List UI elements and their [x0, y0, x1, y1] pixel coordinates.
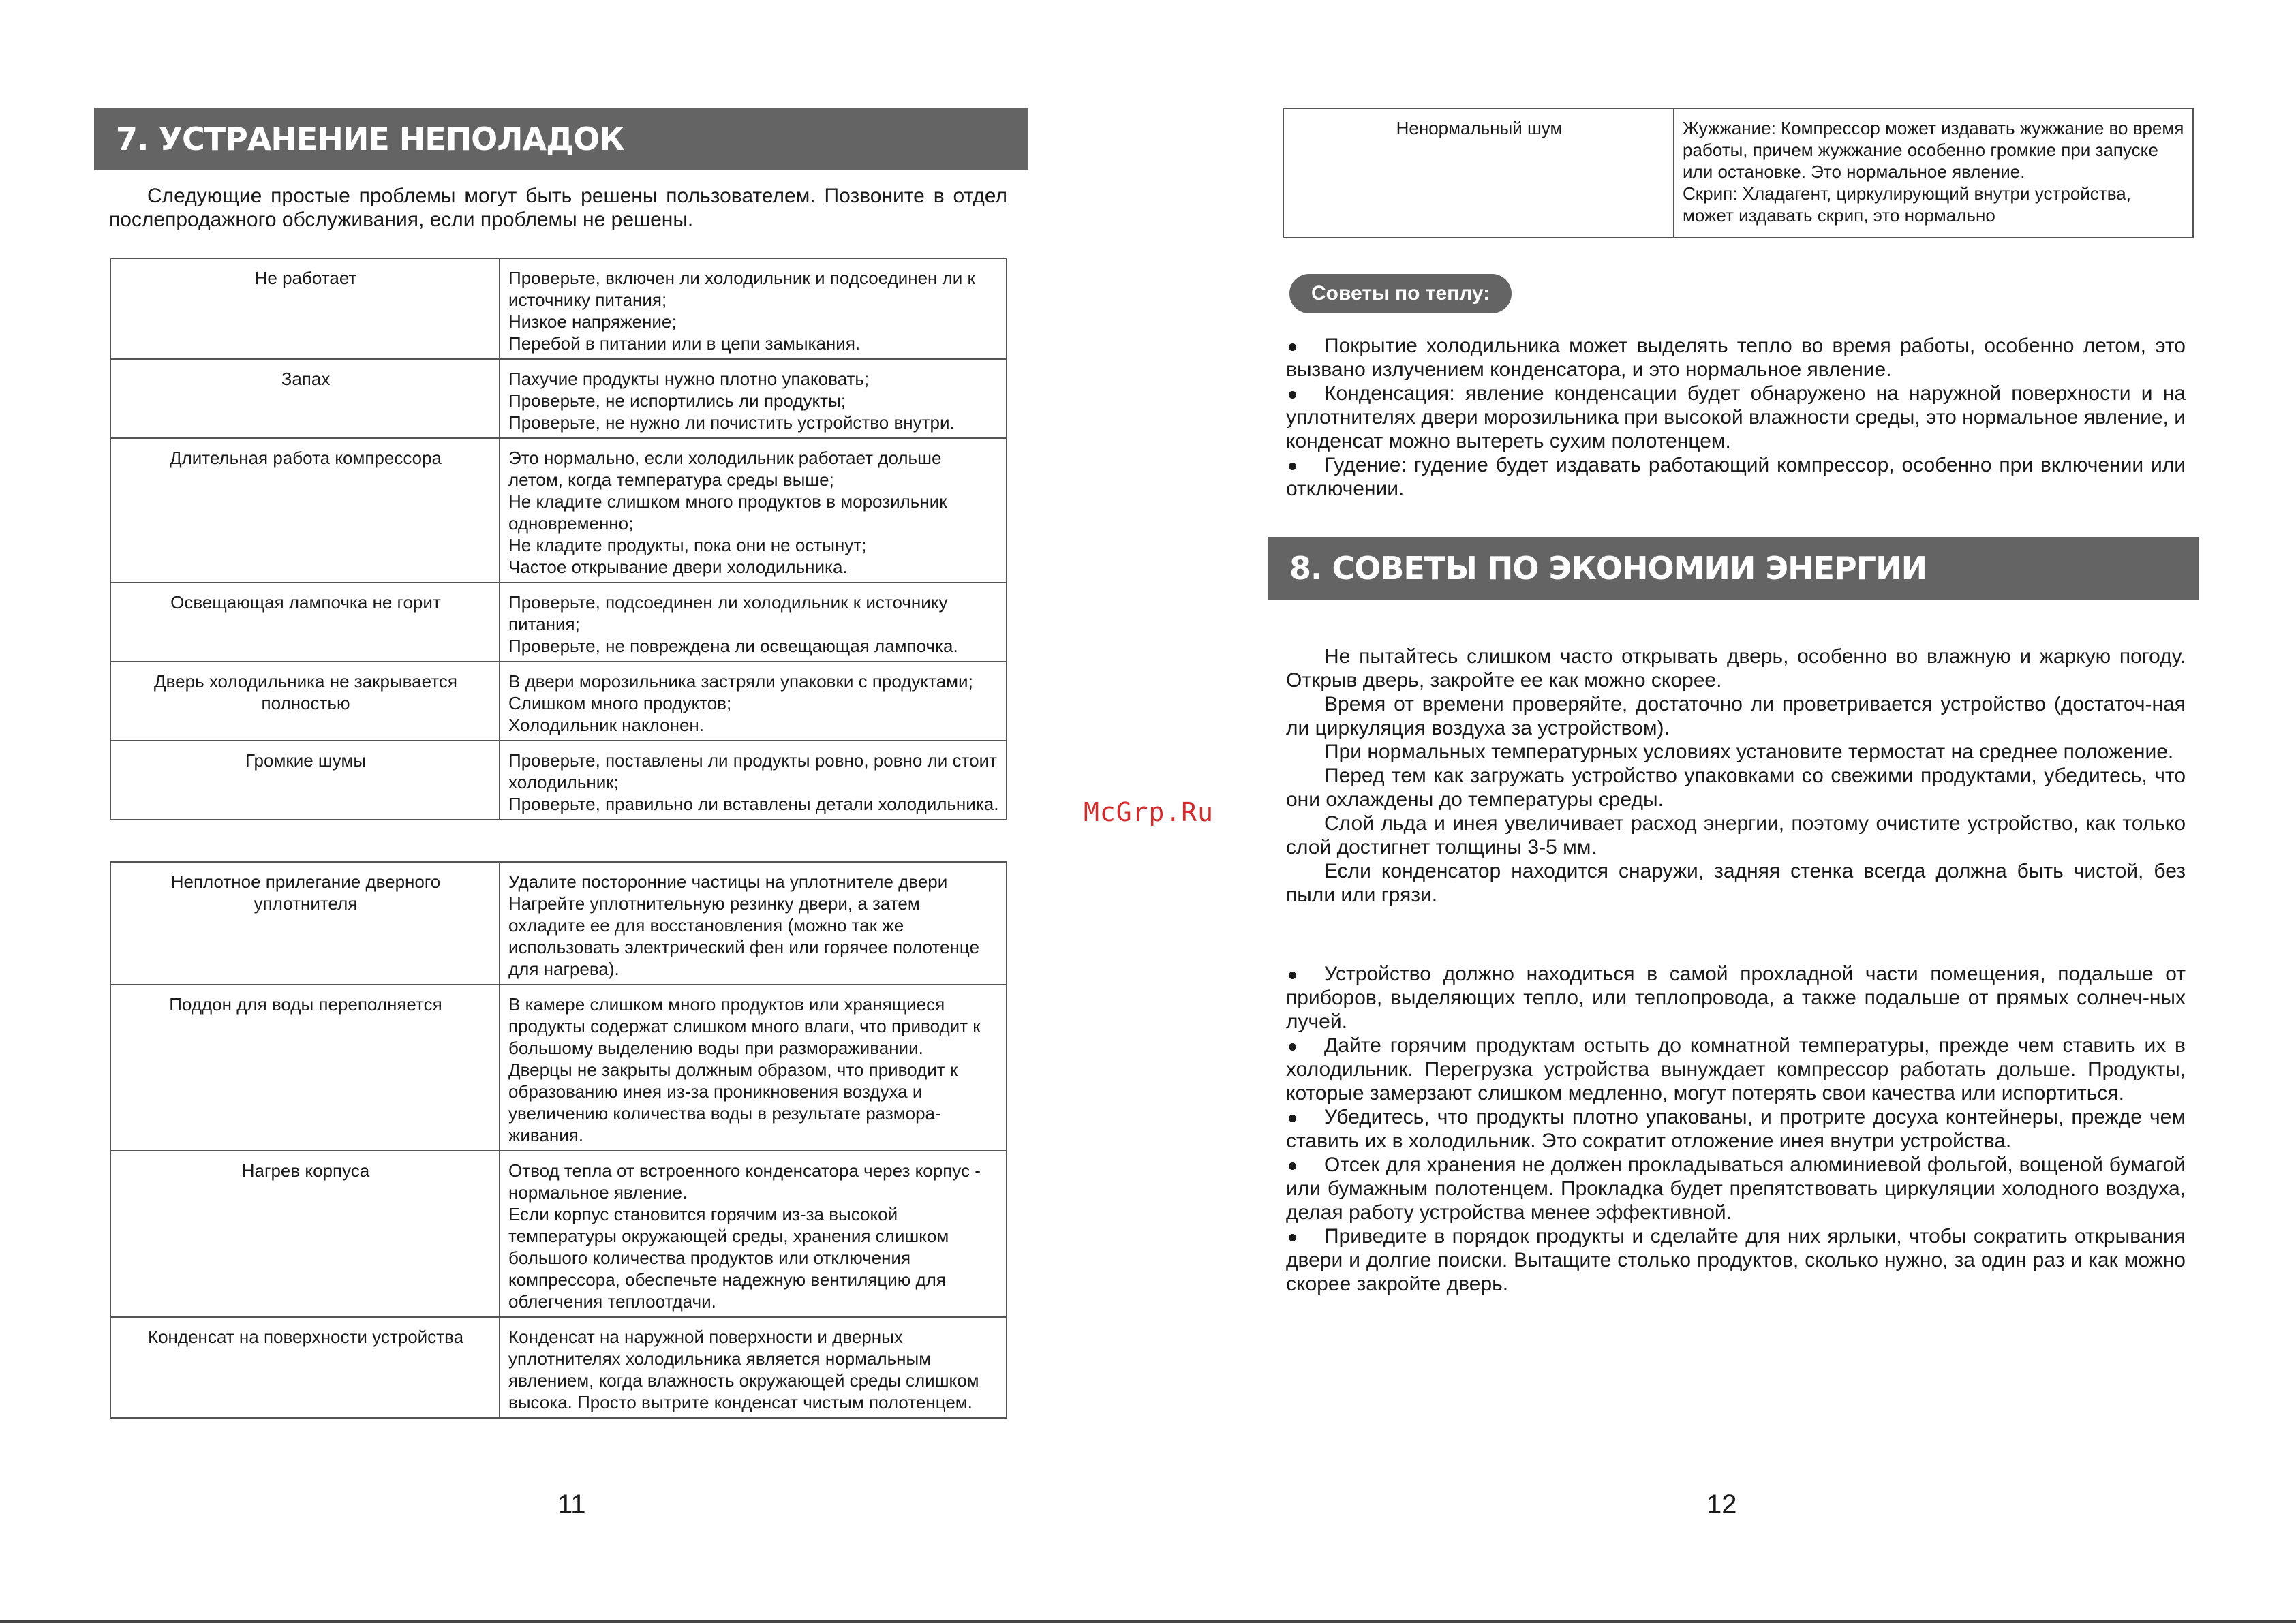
solution-line: Проверьте, правильно ли вставлены детали холодильника. — [508, 794, 999, 814]
table-row — [110, 583, 1007, 662]
table-row — [1283, 108, 2193, 238]
bullet-text: Покрытие холодильника может выделять тепло во время работы, особенно летом, это вызвано излучением конденсатора, и это нормальное явление. — [1286, 335, 2186, 381]
heat-tips-list — [1286, 334, 2186, 501]
solution-line: Проверьте, поставлены ли продукты ровно, ровно ли стоит холодильник; — [508, 750, 998, 792]
heat-tips-label: Советы по теплу: — [1289, 274, 1512, 313]
solution-line: Жужжание: Компрессор может издавать жужжание во время работы, причем жужжание особенно громкие при запуске или остановке. Это нормальное явление. — [1683, 118, 2184, 182]
bullet-dot-icon — [1289, 1115, 1296, 1122]
solution-cell — [500, 662, 1007, 741]
table-row — [110, 1317, 1007, 1418]
bullet-dot-icon — [1289, 343, 1296, 351]
solution-cell — [500, 583, 1007, 662]
solution-line: Проверьте, не нужно ли почистить устройство внутри. — [508, 412, 955, 433]
problem-cell: Громкие шумы — [110, 741, 500, 820]
solution-line: Слишком много продуктов; — [508, 693, 732, 713]
solution-line: Проверьте, не испортились ли продукты; — [508, 390, 846, 411]
troubleshooting-table-1 — [110, 258, 1007, 820]
solution-cell — [500, 359, 1007, 438]
bullet-dot-icon — [1289, 391, 1296, 399]
problem-cell: Нагрев корпуса — [110, 1151, 500, 1317]
troubleshooting-table-2 — [110, 861, 1007, 1419]
solution-line: Проверьте, подсоединен ли холодильник к источнику питания; — [508, 592, 948, 634]
bottom-divider — [0, 1620, 2296, 1623]
solution-line: Пахучие продукты нужно плотно упаковать; — [508, 369, 870, 389]
page-number-left: 11 — [557, 1489, 586, 1519]
solution-cell — [500, 862, 1007, 985]
problem-cell: Не работает — [110, 258, 500, 359]
troubleshooting-intro: Следующие простые проблемы могут быть решены пользователем. Позвоните в отдел послепродажного обслуживания, если проблемы не решены. — [109, 185, 1007, 231]
right-page — [1148, 0, 2296, 1623]
table-row — [110, 741, 1007, 820]
energy-paragraph: При нормальных температурных условиях установите термостат на среднее положение. — [1324, 741, 2174, 763]
watermark-text: McGrp.Ru — [1084, 797, 1214, 827]
table-row — [110, 662, 1007, 741]
table-row — [110, 985, 1007, 1151]
bullet-text: Убедитесь, что продукты плотно упакованы, и протрите досуха контейнеры, прежде чем ставить их в холодильник. Это сократит отложение инея внутри устройства. — [1286, 1106, 2186, 1152]
problem-cell: Неплотное прилегание дверного уплотнителя — [110, 862, 500, 985]
solution-line: Отвод тепла от встроенного конденсатора через корпус - нормальное явление. — [508, 1160, 981, 1203]
energy-paragraph: Не пытайтесь слишком часто открывать дверь, особенно во влажную и жаркую погоду. Открыв дверь, закройте ее как можно скорее. — [1286, 645, 2186, 692]
problem-cell: Запах — [110, 359, 500, 438]
solution-line: Проверьте, не повреждена ли освещающая лампочка. — [508, 636, 958, 656]
bullet-text: Конденсация: явление конденсации будет обнаружено на наружной поверхности и на уплотнителях двери морозильника при высокой влажности среды, это нормальное явление, и конденсат можно вытереть сухим полотенцем. — [1286, 382, 2186, 452]
problem-cell: Освещающая лампочка не горит — [110, 583, 500, 662]
bullet-item — [1286, 1224, 2186, 1296]
solution-cell — [500, 1317, 1007, 1418]
troubleshooting-table-continued — [1283, 108, 2194, 238]
table-row — [110, 359, 1007, 438]
troubleshooting-heading: 7. УСТРАНЕНИЕ НЕПОЛАДОК — [94, 108, 1028, 170]
problem-cell: Ненормальный шум — [1283, 108, 1674, 238]
bullet-item — [1286, 382, 2186, 453]
energy-paragraph: Перед тем как загружать устройство упаковками со свежими продуктами, убедитесь, что они охлаждены до температуры среды. — [1286, 764, 2186, 811]
bullet-text: Приведите в порядок продукты и сделайте для них ярлыки, чтобы сократить открывания двери и долгие поиски. Вытащите столько продуктов, сколько нужно, за один раз и как можно скорее закройте дверь. — [1286, 1225, 2186, 1295]
bullet-dot-icon — [1289, 972, 1296, 979]
solution-line: Перебой в питании или в цепи замыкания. — [508, 333, 861, 354]
bullet-text: Гудение: гудение будет издавать работающий компрессор, особенно при включении или отключении. — [1286, 454, 2186, 500]
bullet-dot-icon — [1289, 1043, 1296, 1051]
table-row — [110, 258, 1007, 359]
solution-line: Это нормально, если холодильник работает дольше летом, когда температура среды выше; — [508, 448, 942, 490]
table-row — [110, 862, 1007, 985]
solution-cell — [1674, 108, 2193, 238]
solution-line: Нагрейте уплотнительную резинку двери, а затем охладите ее для восстановления (можно так же использовать электрический фен или горячее полотенце для нагрева). — [508, 893, 979, 979]
bullet-item — [1286, 1105, 2186, 1153]
table-row — [110, 438, 1007, 583]
solution-line: Если корпус становится горячим из-за высокой температуры окружающей среды, хранения слишком большого количества продуктов или отключения компрессора, обеспечьте надежную вентиляцию для облегчения теплоотдачи. — [508, 1204, 949, 1312]
solution-line: Низкое напряжение; — [508, 311, 677, 332]
energy-paragraphs — [1286, 645, 2186, 907]
energy-paragraph: Время от времени проверяйте, достаточно ли проветривается устройство (достаточ-ная ли циркуляция воздуха за устройством). — [1286, 693, 2186, 739]
energy-paragraph: Если конденсатор находится снаружи, задняя стенка всегда должна быть чистой, без пыли или грязи. — [1286, 860, 2186, 906]
problem-cell: Длительная работа компрессора — [110, 438, 500, 583]
page-number-right: 12 — [1706, 1489, 1737, 1519]
solution-cell — [500, 258, 1007, 359]
solution-line: Не кладите продукты, пока они не остынут; — [508, 535, 867, 555]
energy-saving-heading: 8. СОВЕТЫ ПО ЭКОНОМИИ ЭНЕРГИИ — [1268, 537, 2199, 600]
problem-cell: Конденсат на поверхности устройства — [110, 1317, 500, 1418]
bullet-dot-icon — [1289, 463, 1296, 470]
solution-cell — [500, 985, 1007, 1151]
bullet-text: Устройство должно находиться в самой прохладной части помещения, подальше от приборов, выделяющих тепло, или теплопровода, а также подальше от прямых солнеч-ных лучей. — [1286, 963, 2186, 1033]
solution-line: Удалите посторонние частицы на уплотнителе двери — [508, 871, 948, 892]
solution-line: В камере слишком много продуктов или хранящиеся продукты содержат слишком много влаги, что приводит к большому выделению воды при размораживании. — [508, 994, 981, 1058]
energy-paragraph: Слой льда и инея увеличивает расход энергии, поэтому очистите устройство, как только слой достигнет толщины 3-5 мм. — [1286, 812, 2186, 859]
bullet-text: Отсек для хранения не должен прокладываться алюминиевой фольгой, вощеной бумагой или бумажным полотенцем. Прокладка будет препятствовать циркуляции холодного воздуха, делая работу устройства менее эффективной. — [1286, 1154, 2186, 1224]
table-row — [110, 1151, 1007, 1317]
bullet-dot-icon — [1289, 1234, 1296, 1241]
solution-line: Конденсат на наружной поверхности и дверных уплотнителях холодильника является нормальным явлением, когда влажность окружающей среды слишком высока. Просто вытрите конденсат чистым полотенцем. — [508, 1327, 979, 1412]
energy-bullets-list — [1286, 962, 2186, 1296]
bullet-item — [1286, 1034, 2186, 1105]
problem-cell: Дверь холодильника не закрывается полностью — [110, 662, 500, 741]
bullet-item — [1286, 334, 2186, 382]
solution-line: Частое открывание двери холодильника. — [508, 557, 848, 577]
solution-line: Скрип: Хладагент, циркулирующий внутри устройства, может издавать скрип, это нормально — [1683, 183, 2131, 226]
solution-line: Дверцы не закрыты должным образом, что приводит к образованию инея из-за проникновения воздуха и увеличению количества воды в результате разморa-живания. — [508, 1060, 958, 1145]
solution-line: Не кладите слишком много продуктов в морозильник одновременно; — [508, 491, 947, 534]
bullet-dot-icon — [1289, 1162, 1296, 1170]
bullet-item — [1286, 962, 2186, 1034]
solution-line: В двери морозильника застряли упаковки с продуктами; — [508, 671, 973, 692]
solution-cell — [500, 741, 1007, 820]
solution-line: Холодильник наклонен. — [508, 715, 704, 735]
bullet-item — [1286, 453, 2186, 501]
problem-cell: Поддон для воды переполняется — [110, 985, 500, 1151]
solution-cell — [500, 438, 1007, 583]
bullet-item — [1286, 1153, 2186, 1224]
solution-cell — [500, 1151, 1007, 1317]
bullet-text: Дайте горячим продуктам остыть до комнатной температуры, прежде чем ставить их в холодильник. Перегрузка устройства вынуждает компрессор работать дольше. Продукты, которые замерзают слишком медленно, могут потерять свои качества или испортиться. — [1286, 1034, 2186, 1104]
solution-line: Проверьте, включен ли холодильник и подсоединен ли к источнику питания; — [508, 268, 975, 310]
